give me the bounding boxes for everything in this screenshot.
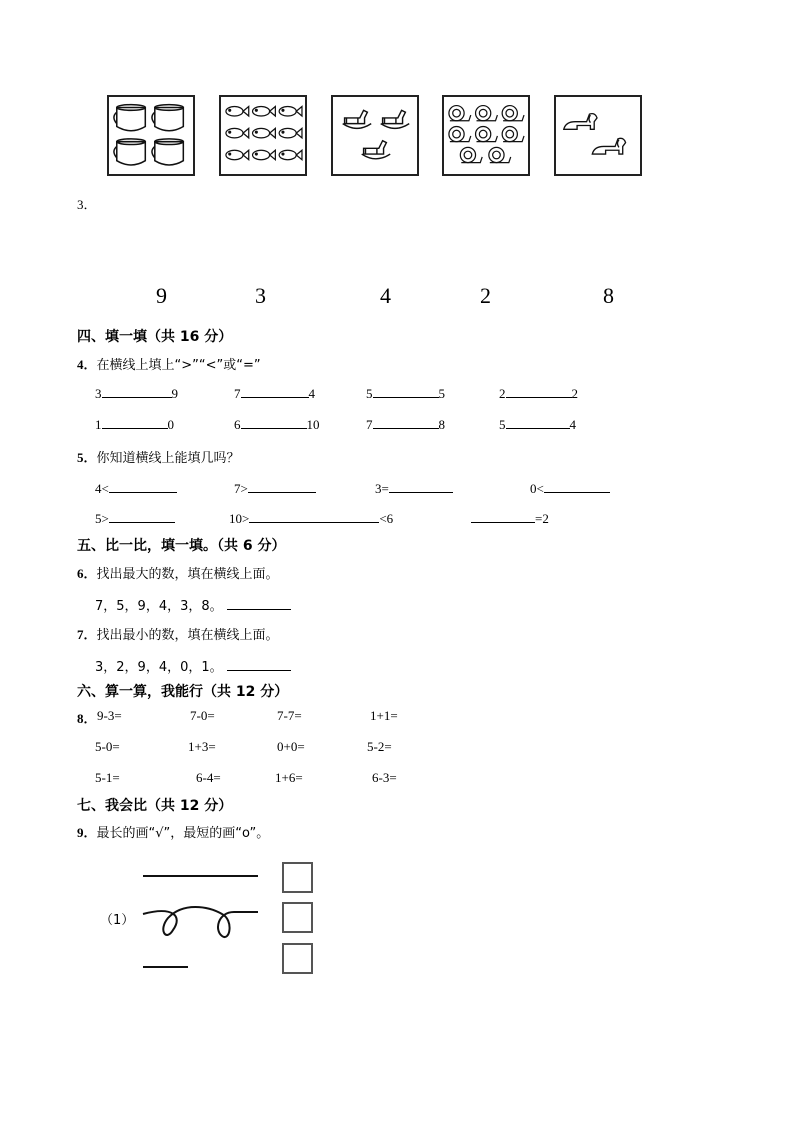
question-5-number: 5． bbox=[77, 450, 97, 465]
question-4 bbox=[77, 354, 261, 373]
question-7 bbox=[77, 624, 279, 643]
equation: 6-3= bbox=[372, 770, 397, 785]
section-5-title: 五、比一比，填一填。（共 6 分） bbox=[77, 538, 286, 554]
compare-item: 1 0 bbox=[95, 417, 174, 432]
answer-blank[interactable] bbox=[227, 658, 291, 671]
q3-number-1: 9 bbox=[156, 283, 167, 308]
equation: 1+1= bbox=[370, 708, 398, 723]
q3-number-4: 2 bbox=[480, 283, 491, 308]
dogs-illustration bbox=[556, 97, 640, 174]
comparison-lines bbox=[138, 866, 264, 976]
answer-blank[interactable] bbox=[389, 480, 453, 493]
q3-number-5: 8 bbox=[603, 283, 614, 308]
fill-item: 4< bbox=[95, 480, 177, 497]
answer-blank[interactable] bbox=[241, 416, 307, 429]
fill-item: 7> bbox=[234, 480, 316, 497]
answer-blank[interactable] bbox=[471, 510, 535, 523]
equation: 7-7= bbox=[277, 708, 302, 723]
equation: 1+3= bbox=[188, 739, 216, 754]
answer-blank[interactable] bbox=[109, 510, 175, 523]
question-8-number: 8． bbox=[77, 711, 97, 726]
answer-blank[interactable] bbox=[109, 480, 177, 493]
question-7-text: 找出最小的数，填在横线上面。 bbox=[96, 628, 279, 643]
question-5 bbox=[77, 447, 240, 466]
equation: 1+6= bbox=[275, 770, 303, 785]
q3-number-2: 3 bbox=[255, 283, 266, 308]
question-9-number: 9． bbox=[77, 825, 97, 840]
question-9 bbox=[77, 822, 269, 841]
picture-dogs bbox=[554, 95, 642, 176]
answer-blank[interactable] bbox=[248, 480, 316, 493]
picture-rocking-horses bbox=[331, 95, 419, 176]
question-6-number: 6． bbox=[77, 566, 97, 581]
compare-item: 7 4 bbox=[234, 386, 315, 401]
answer-box-3[interactable] bbox=[282, 943, 313, 974]
answer-blank[interactable] bbox=[544, 480, 610, 493]
cups-illustration bbox=[109, 97, 193, 174]
question-7-number: 7． bbox=[77, 627, 97, 642]
equation: 5-2= bbox=[367, 739, 392, 754]
question-5-text: 你知道横线上能填几吗？ bbox=[96, 451, 240, 466]
answer-box-2[interactable] bbox=[282, 902, 313, 933]
compare-item: 7 8 bbox=[366, 417, 445, 432]
equation: 6-4= bbox=[196, 770, 221, 785]
picture-snails bbox=[442, 95, 530, 176]
compare-item: 5 4 bbox=[499, 417, 576, 432]
section-7-title: 七、我会比（共 12 分） bbox=[77, 798, 233, 814]
fill-item: =2 bbox=[471, 510, 549, 527]
fill-item: 0< bbox=[530, 480, 610, 497]
answer-blank[interactable] bbox=[227, 597, 291, 610]
snails-illustration bbox=[444, 97, 528, 174]
compare-item: 3 9 bbox=[95, 386, 178, 401]
equation: 7-0= bbox=[190, 708, 215, 723]
equation: 0+0= bbox=[277, 739, 305, 754]
q3-number-3: 4 bbox=[380, 283, 391, 308]
answer-blank[interactable] bbox=[102, 416, 168, 429]
answer-blank[interactable] bbox=[373, 385, 439, 398]
answer-blank[interactable] bbox=[506, 385, 572, 398]
question-4-text: 在横线上填上“>”“<”或“=” bbox=[96, 358, 261, 373]
rocking-horse-illustration bbox=[333, 97, 417, 174]
fill-item: 10> <6 bbox=[229, 511, 394, 526]
picture-cups bbox=[107, 95, 195, 176]
section-4-title: 四、填一填（共 16 分） bbox=[77, 329, 233, 345]
question-9-text: 最长的画“√”，最短的画“o”。 bbox=[96, 826, 270, 841]
compare-item: 2 2 bbox=[499, 386, 578, 401]
answer-blank[interactable] bbox=[506, 416, 570, 429]
compare-item: 6 10 bbox=[234, 417, 320, 432]
looped-line bbox=[143, 907, 258, 937]
answer-blank[interactable] bbox=[241, 385, 309, 398]
fill-item: 3= bbox=[375, 480, 453, 497]
equation: 5-1= bbox=[95, 770, 120, 785]
answer-box-1[interactable] bbox=[282, 862, 313, 893]
question-7-list: 3，2，9，4，0，1。 bbox=[95, 656, 291, 675]
q3-label: 3． bbox=[77, 197, 97, 212]
question-6-text: 找出最大的数，填在横线上面。 bbox=[96, 567, 279, 582]
question-6 bbox=[77, 563, 279, 582]
question-6-list: 7，5，9，4，3，8。 bbox=[95, 595, 291, 614]
equation: 9-3= bbox=[97, 708, 122, 723]
answer-blank[interactable] bbox=[249, 510, 379, 523]
sub-question-label: （1） bbox=[100, 913, 135, 928]
question-4-number: 4． bbox=[77, 357, 97, 372]
fish-illustration bbox=[221, 97, 305, 174]
equation: 5-0= bbox=[95, 739, 120, 754]
section-6-title: 六、算一算，我能行（共 12 分） bbox=[77, 684, 289, 700]
fill-item: 5> bbox=[95, 510, 175, 527]
answer-blank[interactable] bbox=[102, 385, 172, 398]
answer-blank[interactable] bbox=[373, 416, 439, 429]
compare-item: 5 5 bbox=[366, 386, 445, 401]
picture-fish bbox=[219, 95, 307, 176]
